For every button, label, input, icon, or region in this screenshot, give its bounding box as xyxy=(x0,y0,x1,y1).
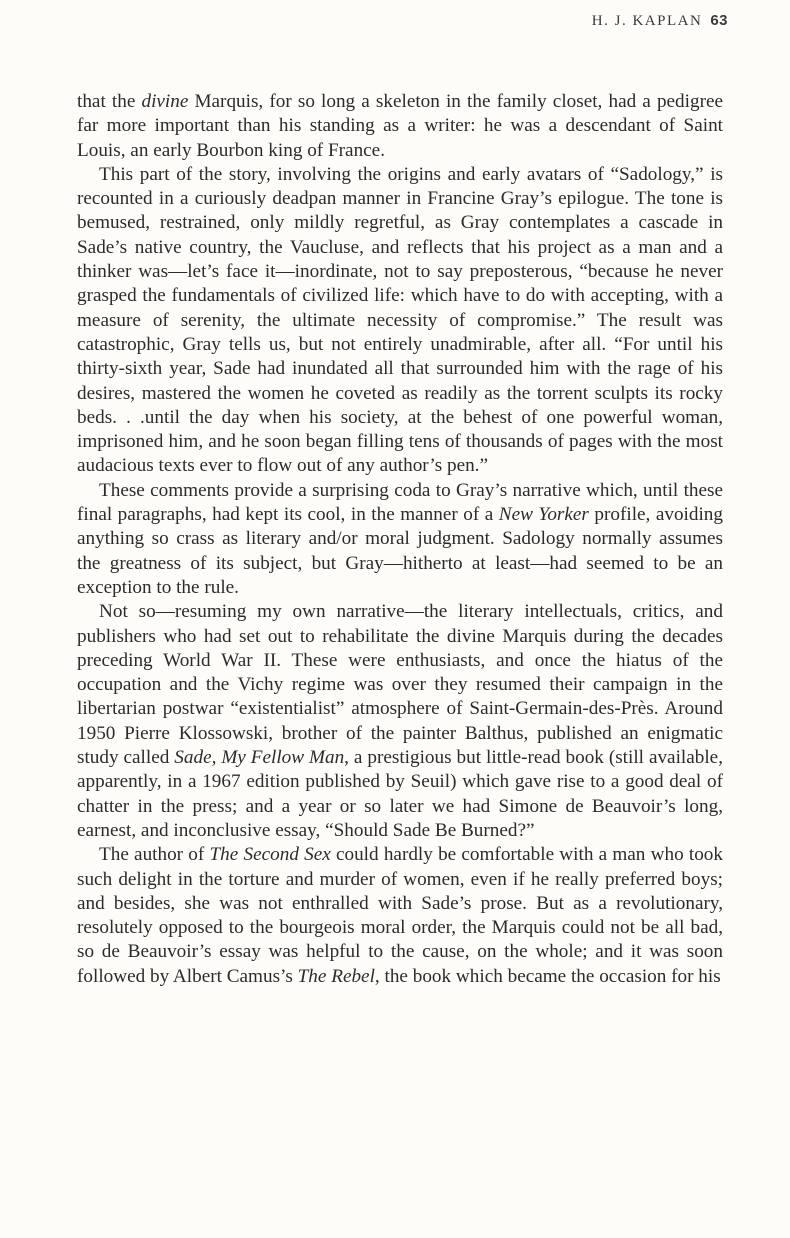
running-head-author: H. J. KAPLAN xyxy=(591,13,703,29)
paragraph xyxy=(77,600,723,843)
italic-text: The Second Sex xyxy=(209,844,331,866)
text-run: , a prestigious but little-read book (still available, apparently, in a 1967 edition published by Seuil) which gave rise to a good deal of chatter in the press; and a year or so later we had Simone de Beauvoir’s long, earnest, and inconclusive essay, “Should Sade Be Burned?” xyxy=(77,747,723,841)
text-run: This part of the story, involving the origins and early avatars of “Sadology,” is recounted in a curiously deadpan manner in Francine Gray’s epilogue. The tone is bemused, restrained, only mildly regretful, as Gray contemplates a cascade in Sade’s native country, the Vaucluse, and reflects that his project as a man and a thinker was—let’s face it—inordinate, not to say preposterous, “because he never grasped the fundamentals of civilized life: which have to do with accepting, with a measure of serenity, the ultimate necessity of compromise.” The result was catastrophic, Gray tells us, but not entirely unadmirable, after all. “For until his thirty-sixth year, Sade had inundated all that surrounded him with the rage of his desires, mastered the women he coveted as readily as the torrent sculpts its rocky beds. . .until the day when his society, at the behest of one powerful woman, imprisoned him, and he soon began filling tens of thousands of pages with the most audacious texts ever to flow out of any author’s pen.” xyxy=(77,163,723,477)
paragraph xyxy=(77,163,723,479)
text-run: The author of xyxy=(99,844,210,866)
text-run: These comments provide a surprising coda to Gray’s narrative which, until these final paragraphs, had kept its cool, in the manner of a xyxy=(77,479,723,526)
body-text xyxy=(77,90,723,989)
italic-text: divine xyxy=(141,91,189,112)
text-run: could hardly be comfortable with a man who took such delight in the torture and murder of women, even if he really preferred boys; and besides, she was not enthralled with Sade’s prose. But as a revolutionary, resolutely opposed to the bourgeois moral order, the Marquis could not be all bad, so de Beauvoir’s essay was helpful to the cause, on the whole; and it was soon followed by Albert Camus’s xyxy=(77,844,723,987)
paragraph xyxy=(77,479,723,600)
paragraph xyxy=(77,90,723,163)
paragraph xyxy=(77,843,723,989)
text-run: Not so—resuming my own narrative—the literary intellectuals, critics, and publishers who had set out to rehabilitate the divine Marquis during the decades preceding World War II. These were enthusiasts, and once the hiatus of the occupation and the Vichy regime was over they resumed their campaign in the libertarian postwar “existentialist” atmosphere of Saint-Germain-des-Près. Around 1950 Pierre Klossowski, brother of the painter Balthus, published an enigmatic study called xyxy=(77,601,723,769)
italic-text: New Yorker xyxy=(498,504,589,526)
text-run: that the xyxy=(77,91,142,112)
text-run: Marquis, for so long a skeleton in the family closet, had a pedigree far more important than his standing as a writer: he was a descendant of Saint Louis, an early Bourbon king of France. xyxy=(77,91,723,161)
italic-text: The Rebel xyxy=(297,965,375,987)
text-run: , the book which became the occasion for his xyxy=(374,965,721,987)
text-run: profile, avoiding anything so crass as literary and/or moral judgment. Sadology normally assumes the greatness of its subject, but Gray—hitherto at least—had seemed to be an exception to the rule. xyxy=(77,504,723,598)
italic-text: Sade, My Fellow Man xyxy=(174,747,345,769)
running-head xyxy=(592,12,728,30)
page-number: 63 xyxy=(710,12,728,29)
